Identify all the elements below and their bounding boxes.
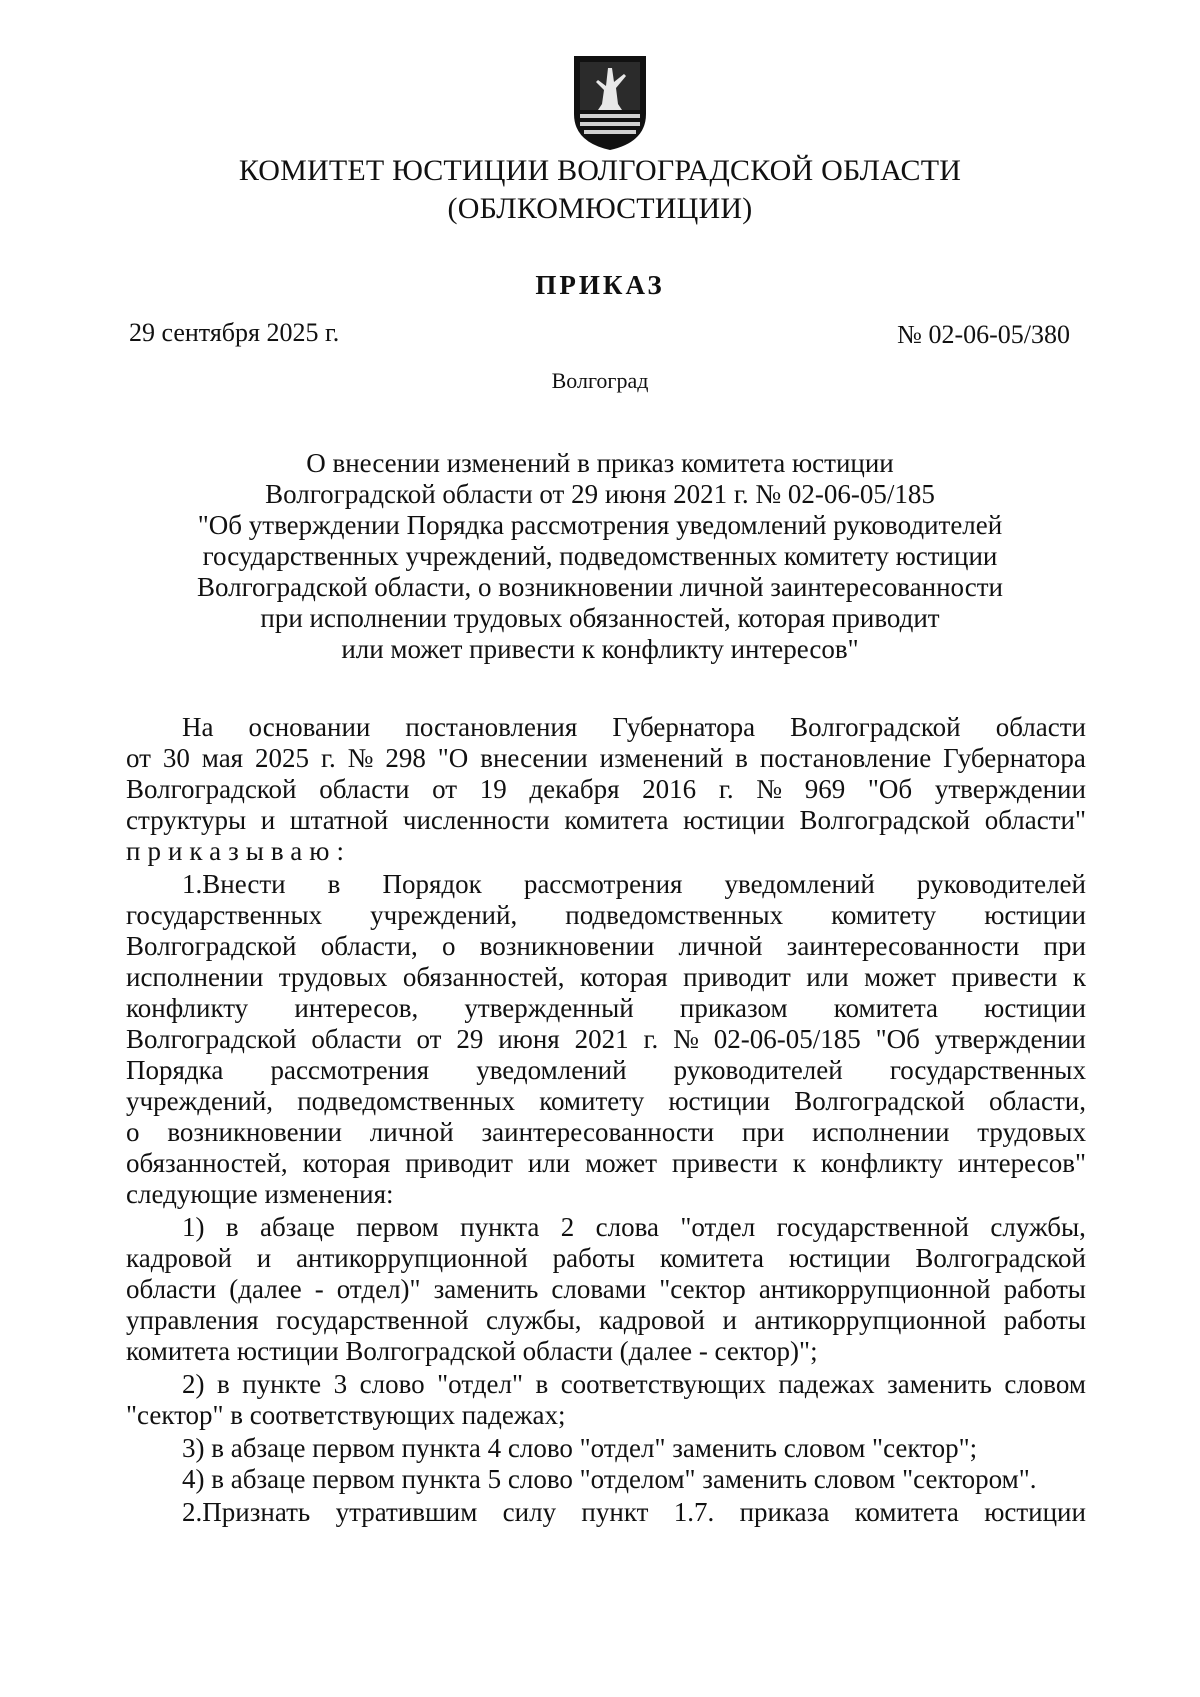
document-subject — [150, 448, 1050, 665]
body-line: государственных учреждений, подведомственных комитету юстиции — [126, 900, 1086, 930]
body-line: обязанностей, которая приводит или может привести к конфликту интересов" — [126, 1148, 1086, 1178]
body-line: 4) в абзаце первом пункта 5 слово "отделом" заменить словом "сектором". — [182, 1464, 1037, 1494]
document-date: 29 сентября 2025 г. — [129, 318, 340, 347]
body-line: Волгоградской области от 19 декабря 2016 г. № 969 "Об утверждении — [126, 774, 1086, 804]
body-line: от 30 мая 2025 г. № 298 "О внесении изменений в постановление Губернатора — [126, 743, 1086, 773]
body-line: области (далее - отдел)" заменить словами "сектор антикоррупционной работы — [126, 1274, 1086, 1304]
body-line: приказываю: — [126, 836, 351, 866]
document-body — [126, 712, 1086, 1528]
body-line: Волгоградской области от 29 июня 2021 г. № 02-06-05/185 "Об утверждении — [126, 1024, 1086, 1054]
body-line: о возникновении личной заинтересованности при исполнении трудовых — [126, 1117, 1086, 1147]
body-line: управления государственной службы, кадровой и антикоррупционной работы — [126, 1305, 1086, 1335]
body-line: конфликту интересов, утвержденный приказом комитета юстиции — [126, 993, 1086, 1023]
subject-line: или может привести к конфликту интересов" — [341, 634, 859, 664]
organization-name: КОМИТЕТ ЮСТИЦИИ ВОЛГОГРАДСКОЙ ОБЛАСТИ — [238, 154, 962, 187]
body-line: Порядка рассмотрения уведомлений руководителей государственных — [126, 1055, 1086, 1085]
body-line: 1) в абзаце первом пункта 2 слова "отдел государственной службы, — [182, 1212, 1086, 1242]
body-line: 2.Признать утратившим силу пункт 1.7. приказа комитета юстиции — [182, 1497, 1086, 1527]
subject-line: государственных учреждений, подведомственных комитету юстиции — [202, 541, 998, 571]
body-line: Волгоградской области, о возникновении личной заинтересованности при — [126, 931, 1086, 961]
body-line: "сектор" в соответствующих падежах; — [126, 1400, 566, 1430]
subject-line: О внесении изменений в приказ комитета юстиции — [306, 448, 894, 478]
subject-line: Волгоградской области от 29 июня 2021 г. № 02-06-05/185 — [265, 479, 935, 509]
body-line: исполнении трудовых обязанностей, которая приводит или может привести к — [126, 962, 1086, 992]
body-line: 3) в абзаце первом пункта 4 слово "отдел" заменить словом "сектор"; — [182, 1433, 978, 1463]
subject-line: Волгоградской области, о возникновении личной заинтересованности — [197, 572, 1003, 602]
body-line: учреждений, подведомственных комитету юстиции Волгоградской области, — [126, 1086, 1086, 1116]
subject-line: при исполнении трудовых обязанностей, которая приводит — [260, 603, 940, 633]
subject-line: "Об утверждении Порядка рассмотрения уведомлений руководителей — [197, 510, 1003, 540]
body-line: комитета юстиции Волгоградской области (далее - сектор)"; — [126, 1336, 818, 1366]
document-number: № 02-06-05/380 — [897, 320, 1070, 349]
body-line: структуры и штатной численности комитета юстиции Волгоградской области" — [126, 805, 1086, 835]
body-line: На основании постановления Губернатора Волгоградской области — [182, 712, 1086, 742]
body-line: 1.Внести в Порядок рассмотрения уведомлений руководителей — [182, 869, 1086, 899]
volgograd-emblem-icon — [570, 52, 650, 152]
document-type: ПРИКАЗ — [535, 270, 665, 300]
body-line: кадровой и антикоррупционной работы комитета юстиции Волгоградской — [126, 1243, 1086, 1273]
document-city: Волгоград — [551, 368, 649, 393]
organization-short-name: (ОБЛКОМЮСТИЦИИ) — [447, 192, 753, 225]
body-line: 2) в пункте 3 слово "отдел" в соответствующих падежах заменить словом — [182, 1369, 1086, 1399]
body-line: следующие изменения: — [126, 1179, 394, 1209]
